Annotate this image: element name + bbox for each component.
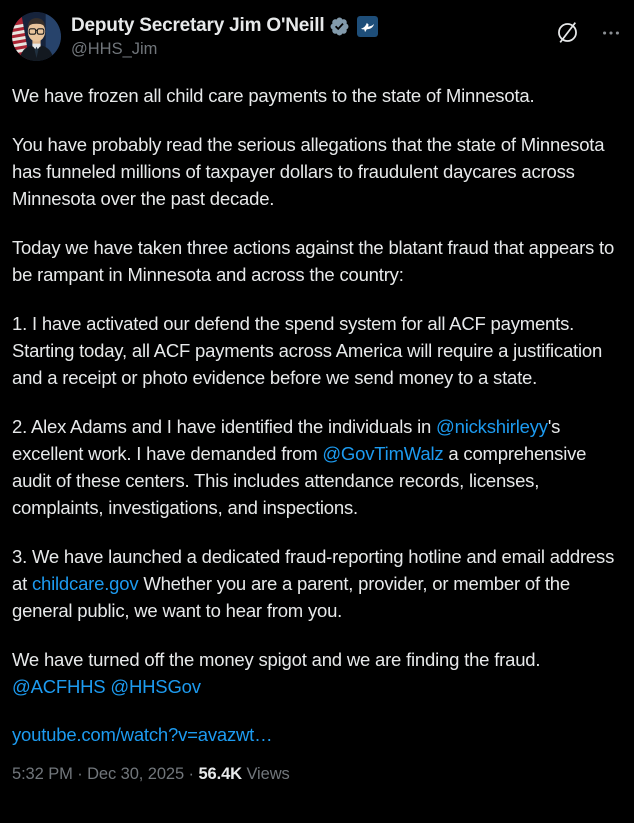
grok-icon <box>555 20 580 45</box>
tweet-paragraph <box>12 543 622 624</box>
tweet-text-segment: We have frozen all child care payments to the state of Minnesota. <box>12 85 535 106</box>
mention-link[interactable]: @GovTimWalz <box>322 443 444 464</box>
tweet-text-segment: 's excellent work. I have demanded from <box>12 416 561 464</box>
user-handle[interactable]: @HHS_Jim <box>71 40 158 58</box>
tweet-text-segment: 2. Alex Adams and I have identified the individuals in <box>12 416 437 437</box>
mention-link[interactable]: @nickshirleyy <box>436 416 548 437</box>
url-link[interactable]: childcare.gov <box>31 573 139 594</box>
tweet-text-segment: You have probably read the serious allegations that the state of Minnesota has funneled millions of taxpayer dollars to fraudulent daycares across Minnesota over the past decade. <box>12 134 605 209</box>
tweet-paragraph <box>12 413 622 521</box>
mention-link[interactable]: @HHSGov <box>110 676 201 697</box>
views-count: 56.4K <box>198 765 242 783</box>
tweet-text-segment: 3. We have launched a dedicated fraud-reporting hotline and email address at <box>12 546 615 594</box>
tweet-footer <box>12 765 622 784</box>
tweet-text-segment: Whether you are a parent, provider, or member of the general public, we want to hear from you. <box>12 573 570 621</box>
tweet-paragraph <box>12 646 622 700</box>
tweet-text-segment: 1. I have activated our defend the spend system for all ACF payments. Starting today, all ACF payments across America will require a justification and a receipt or photo evidence before we send money to a state. <box>12 313 603 388</box>
card-link[interactable]: youtube.com/watch?v=avazwt… <box>12 724 273 745</box>
tweet-text-segment: Today we have taken three actions against the blatant fraud that appears to be rampant in Minnesota and across the country: <box>12 237 615 285</box>
views-label: Views <box>241 765 290 783</box>
display-name[interactable]: Deputy Secretary Jim O'Neill <box>71 15 325 36</box>
affiliate-badge-icon <box>357 16 378 37</box>
tweet-text <box>12 82 622 700</box>
verified-badge-icon <box>329 16 350 37</box>
tweet-text-segment: We have turned off the money spigot and we are finding the fraud. <box>12 649 541 670</box>
tweet-paragraph <box>12 310 622 391</box>
more-button[interactable] <box>600 22 622 44</box>
tweet-paragraph <box>12 234 622 288</box>
user-names-block <box>71 12 555 59</box>
tweet-paragraph <box>12 82 622 109</box>
avatar[interactable] <box>12 12 61 61</box>
mention-link[interactable]: @ACFHHS <box>12 676 106 697</box>
avatar-photo <box>12 12 61 61</box>
header-actions <box>555 12 622 45</box>
more-icon <box>600 22 622 44</box>
footer-timestamp: 5:32 PM · Dec 30, 2025 · <box>12 765 199 783</box>
tweet-paragraph <box>12 131 622 212</box>
card-link-wrap <box>12 721 622 748</box>
grok-button[interactable] <box>555 20 580 45</box>
tweet-header <box>12 12 622 61</box>
tweet-text-segment: a comprehensive audit of these centers. This includes attendance records, licenses, complaints, investigations, and inspections. <box>12 443 587 518</box>
